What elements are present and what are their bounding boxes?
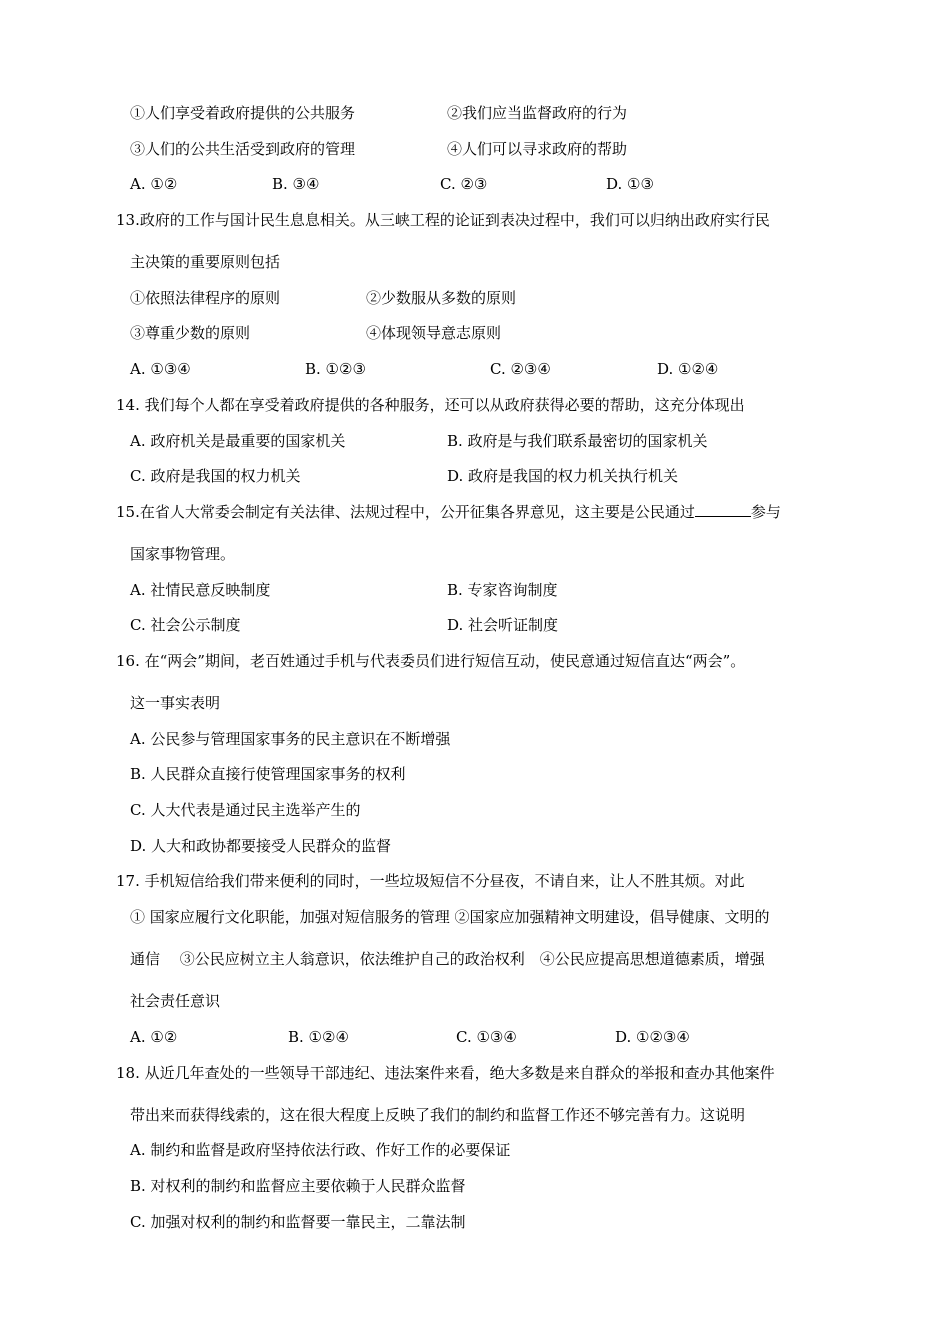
q17-stem: 17. 手机短信给我们带来便利的同时，一些垃圾短信不分昼夜，不请自来，让人不胜其烦。对此 [116, 872, 745, 890]
q14-choice-d: D. 政府是我国的权力机关执行机关 [447, 467, 679, 485]
q12-statement-4: ④人们可以寻求政府的帮助 [447, 140, 628, 158]
q16-choice-a: A. 公民参与管理国家事务的民主意识在不断增强 [130, 730, 451, 748]
q12-choice-c: C. ②③ [440, 175, 488, 193]
q17-choice-d: D. ①②③④ [615, 1028, 690, 1046]
q17-statements-line-1: ① 国家应履行文化职能，加强对短信服务的管理 ②国家应加强精神文明建设，倡导健康、文明的 [130, 908, 770, 926]
q13-choice-d: D. ①②④ [657, 360, 719, 378]
q13-statement-1: ①依照法律程序的原则 [130, 289, 281, 307]
q17-statements-line-2: 通信 ③公民应树立主人翁意识，依法维护自己的政治权利 ④公民应提高思想道德素质，增强 [130, 950, 765, 968]
q13-statement-4: ④体现领导意志原则 [366, 324, 502, 342]
q12-choice-a: A. ①② [130, 175, 178, 193]
q16-stem-line-2: 这一事实表明 [130, 694, 221, 712]
q16-choice-b: B. 人民群众直接行使管理国家事务的权利 [130, 765, 406, 783]
q16-choice-c: C. 人大代表是通过民主选举产生的 [130, 801, 361, 819]
q15-stem-line-2: 国家事物管理。 [130, 545, 236, 563]
q15-choice-d: D. 社会听证制度 [447, 616, 559, 634]
q14-choice-a: A. 政府机关是最重要的国家机关 [130, 432, 346, 450]
q18-choice-c: C. 加强对权利的制约和监督要一靠民主，二靠法制 [130, 1213, 466, 1231]
q14-stem: 14. 我们每个人都在享受着政府提供的各种服务，还可以从政府获得必要的帮助，这充分体现出 [116, 396, 745, 414]
q15-choice-b: B. 专家咨询制度 [447, 581, 558, 599]
q12-choice-d: D. ①③ [606, 175, 654, 193]
q14-choice-b: B. 政府是与我们联系最密切的国家机关 [447, 432, 708, 450]
q13-statement-2: ②少数服从多数的原则 [366, 289, 517, 307]
q15-stem-suffix: 参与 [750, 503, 781, 521]
q17-choice-b: B. ①②④ [288, 1028, 349, 1046]
q13-choice-c: C. ②③④ [490, 360, 551, 378]
q16-choice-d: D. 人大和政协都要接受人民群众的监督 [130, 837, 392, 855]
answer-blank [695, 502, 751, 517]
q17-choice-a: A. ①② [130, 1028, 178, 1046]
q18-stem-line-1: 18. 从近几年查处的一些领导干部违纪、违法案件来看，绝大多数是来自群众的举报和查办其他案件 [116, 1064, 775, 1082]
q15-choice-c: C. 社会公示制度 [130, 616, 241, 634]
q13-choice-b: B. ①②③ [305, 360, 366, 378]
q18-choice-a: A. 制约和监督是政府坚持依法行政、作好工作的必要保证 [130, 1141, 511, 1159]
q18-stem-line-2: 带出来而获得线索的，这在很大程度上反映了我们的制约和监督工作还不够完善有力。这说明 [130, 1106, 746, 1124]
q13-choice-a: A. ①③④ [130, 360, 191, 378]
q17-choice-c: C. ①③④ [456, 1028, 517, 1046]
q14-choice-c: C. 政府是我国的权力机关 [130, 467, 301, 485]
q15-stem-text: 15.在省人大常委会制定有关法律、法规过程中，公开征集各界意见，这主要是公民通过 [116, 503, 695, 521]
q13-stem-line-2: 主决策的重要原则包括 [130, 253, 281, 271]
q12-statement-2: ②我们应当监督政府的行为 [447, 104, 628, 122]
q18-choice-b: B. 对权利的制约和监督应主要依赖于人民群众监督 [130, 1177, 466, 1195]
q17-statements-line-3: 社会责任意识 [130, 992, 221, 1010]
q13-statement-3: ③尊重少数的原则 [130, 324, 251, 342]
q13-stem-line-1: 13.政府的工作与国计民生息息相关。从三峡工程的论证到表决过程中，我们可以归纳出政府实行民 [116, 211, 770, 229]
q16-stem-line-1: 16. 在“两会”期间，老百姓通过手机与代表委员们进行短信互动，使民意通过短信直达“两会”。 [116, 652, 746, 670]
q12-statement-3: ③人们的公共生活受到政府的管理 [130, 140, 356, 158]
q15-stem-line-1 [116, 502, 781, 522]
q15-choice-a: A. 社情民意反映制度 [130, 581, 271, 599]
q12-choice-b: B. ③④ [272, 175, 320, 193]
q12-statement-1: ①人们享受着政府提供的公共服务 [130, 104, 356, 122]
